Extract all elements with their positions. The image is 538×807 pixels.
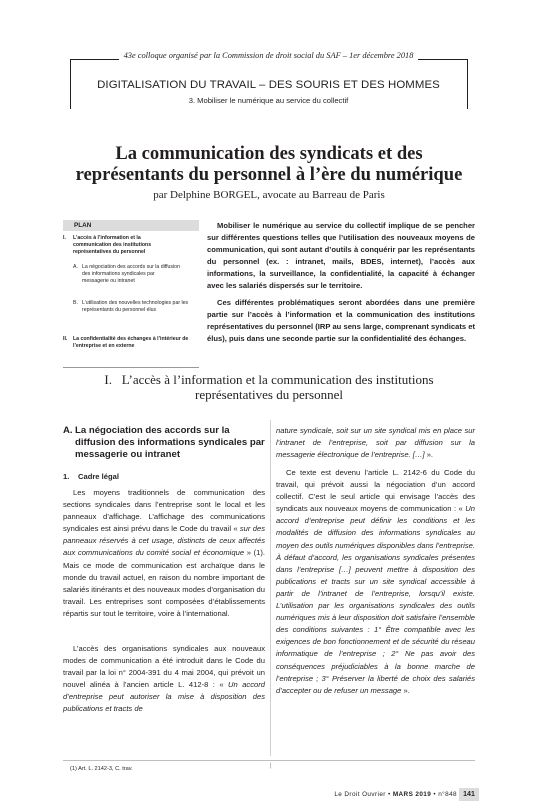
body-paragraph <box>276 425 475 461</box>
plan-item-num: I. <box>63 235 66 241</box>
journal-reference <box>334 790 457 799</box>
body-text: ». <box>424 450 434 460</box>
article-title-line-1: La communication des syndicats et des <box>115 143 423 164</box>
section-heading-line-1: I. L’accès à l’information et la communication des institutions <box>104 372 434 387</box>
plan-item-num: A. <box>73 264 78 270</box>
article-title <box>40 143 498 185</box>
plan-item-text: La négociation des accords sur la diffusion des informations syndicales par messagerie ou intranet <box>82 264 180 285</box>
subsection-number: A. <box>63 425 73 436</box>
plan-box <box>63 231 199 366</box>
dossier-title: DIGITALISATION DU TRAVAIL – DES SOURIS ET DES HOMMES <box>97 79 440 91</box>
quotation: nature syndicale, soit sur un site syndical mis en place sur l’intranet de l’entreprise, soit par diffusion sur la messagerie électronique de l’entreprise. […] <box>276 426 475 460</box>
paragraph-heading-number: 1. <box>63 472 70 481</box>
subsection-heading: La négociation des accords sur la diffusion des informations syndicales par messagerie ou intranet <box>75 425 265 460</box>
colloque-text: 43e colloque organisé par la Commission de droit social du SAF – 1er décembre 2018 <box>119 51 419 60</box>
body-text: L’accès des organisations syndicales aux nouveaux modes de communication a été introduit dans le Code du travail par la loi n° 2004-391 du 4 mai 2004, qui prévoit un nouvel alinéa à l’ancien article L. 412-8 : « <box>63 644 265 690</box>
body-paragraph <box>63 487 265 620</box>
body-text: » (1). Mais ce mode de communication est archaïque dans le monde du travail actuel, en raison du nombre important de salariés itinérants et des nouveaux modes d’organisation du travail. Les entreprises sont composées d’établissements répartis sur tout le territoire, voire à l’international. <box>63 548 265 618</box>
paragraph-heading-text: Cadre légal <box>78 472 119 481</box>
body-text: Ce texte est devenu l’article L. 2142-6 du Code du travail, qui prévoit aussi la négociation d’un accord collectif. C’est le seul article qui envisage l’accès des syndicats aux nouveaux moyens de communication : « <box>276 468 475 514</box>
journal-name: Le Droit Ouvrier • <box>334 791 393 798</box>
plan-bottom-rule <box>63 367 199 368</box>
page-number: 141 <box>459 788 479 801</box>
plan-item-num: II. <box>63 336 68 342</box>
column-divider <box>270 420 271 756</box>
journal-issue-number: • n°848 <box>431 791 457 798</box>
body-text: ». <box>401 685 410 695</box>
quotation: sur des panneaux réservés à cet usage, distincts de ceux affectés aux communications du comité social et économique <box>63 524 265 558</box>
section-heading-line-2: représentatives du personnel <box>194 387 343 402</box>
footnote: (1) Art. L. 2142-3, C. trav. <box>70 766 133 772</box>
plan-item-num: B. <box>73 300 78 306</box>
intro-paragraph: Mobiliser le numérique au service du collectif implique de se pencher sur différentes questions telles que l’utilisation des nouveaux moyens de communication, qui sont autant d’outils à conquérir par les représentants du personnel (ex. : intranet, mails, BDES, internet), l’accès aux informations, la surveillance, la confidentialité, la capacité à échanger avec les salariés dispersés sur le territoire. <box>207 221 475 291</box>
plan-item-text: L’accès à l’information et la communication des institutions représentatives du personnel <box>73 235 152 256</box>
quotation: Un accord d’entreprise peut autoriser la mise à disposition des publications et tracts de <box>63 680 265 714</box>
plan-label: PLAN <box>63 220 199 231</box>
intro-paragraph: Ces différentes problématiques seront abordées dans une première partie sur l’accès à l’information et la communication des institutions représentatives du personnel (IRP au sens large, comprenant syndicats et élus), puis dans une seconde partie sur la confidentialité des échanges. <box>207 298 475 344</box>
article-author: par Delphine BORGEL, avocate au Barreau de Paris <box>153 189 385 201</box>
journal-issue-date: MARS 2019 <box>392 791 432 798</box>
body-paragraph <box>276 467 475 697</box>
footnote-divider-mark: | <box>270 763 272 769</box>
article-title-line-2: représentants du personnel à l’ère du numérique <box>75 164 463 185</box>
quotation: Un accord d’entreprise peut définir les conditions et les modalités de diffusion des informations syndicales au moyen des outils numériques disponibles dans l’entreprise. À défaut d’accord, les organisations syndicales présentes dans l’entreprise […] peuvent mettre à disposition des publications et tracts sur un site syndical accessible à partir de l’intranet de l’entreprise, lorsqu’il existe. L’utilisation par les organisations syndicales des outils numériques mis à leur disposition doit satisfaire l’ensemble des conditions suivantes : 1° Être compatible avec les exigences de bon fonctionnement et de sécurité du réseau informatique de l’entreprise ; 2° Ne pas avoir des conséquences préjudiciables à la bonne marche de l’entreprise ; 3° Préserver la liberté de choix des salariés d’accepter ou de refuser un message <box>276 504 475 695</box>
colloque-line <box>70 50 467 61</box>
header-right-rule <box>467 59 468 109</box>
footnote-rule <box>63 760 475 761</box>
body-text: Les moyens traditionnels de communication des sections syndicales dans l’entreprise sont le local et les panneaux d’affichage. L’affichage des communications syndicales est ainsi prévu dans le Code du travail « <box>63 488 265 534</box>
section-heading <box>63 372 475 402</box>
dossier-subtitle: 3. Mobiliser le numérique au service du collectif <box>188 96 349 105</box>
body-paragraph <box>63 643 265 716</box>
plan-item-text: La confidentialité des échanges à l’intérieur de l’entreprise et en externe <box>73 336 189 350</box>
plan-item-text: L’utilisation des nouvelles technologies par les représentants du personnel élus <box>82 300 189 314</box>
